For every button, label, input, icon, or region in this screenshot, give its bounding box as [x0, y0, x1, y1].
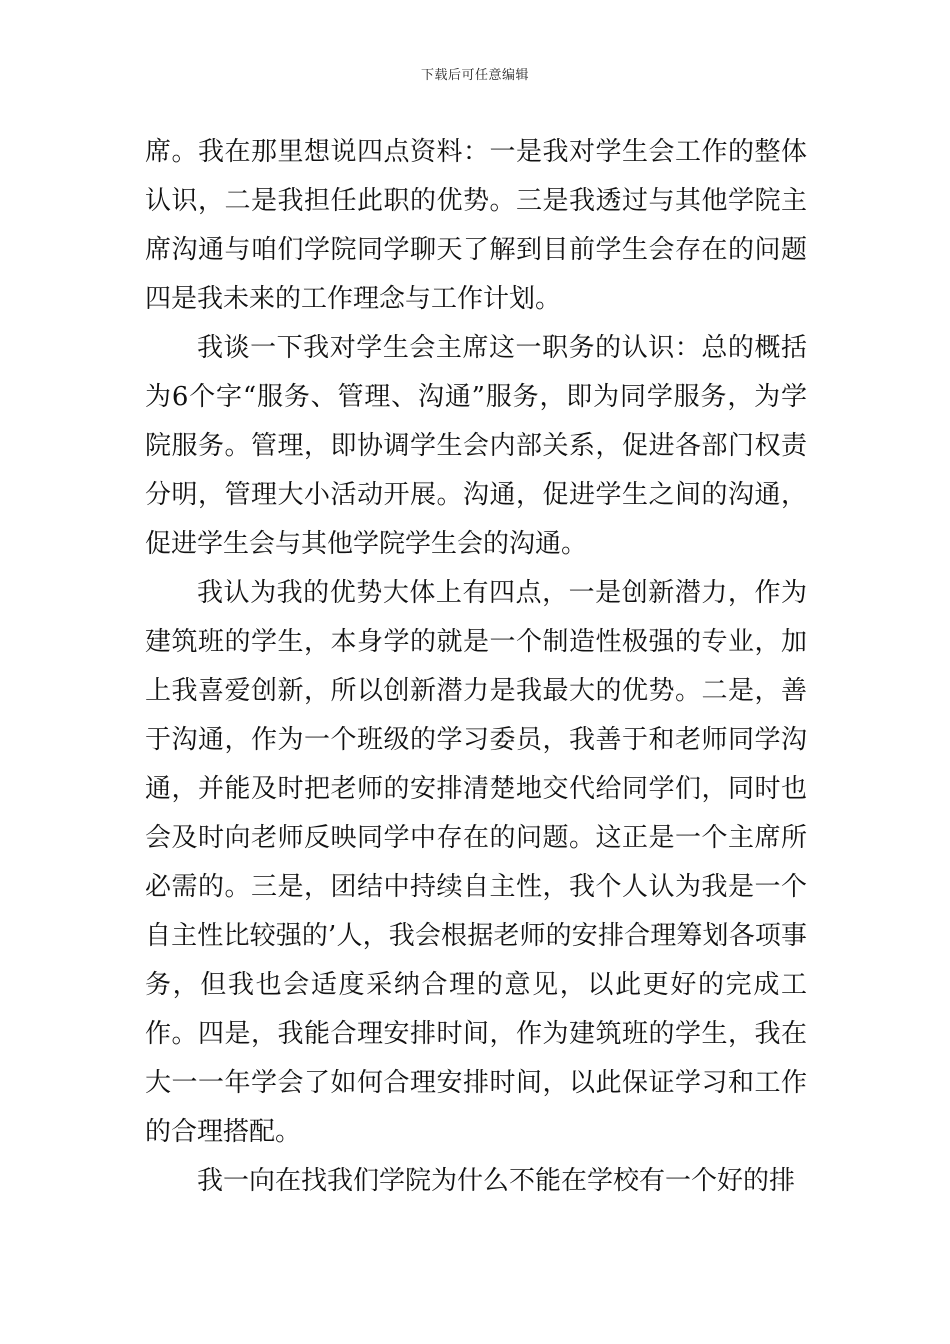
page-header: 下载后可任意编辑 — [420, 68, 529, 83]
paragraph-2: 我谈一下我对学生会主席这一职务的认识：总的概括为6个字“服务、管理、沟通”服务，即为同学服务，为学院服务。管理，即协调学生会内部关系，促进各部门权责分明，管理大小活动开展。沟通，促进学生之间的沟通，促进学生会与其他学院学生会的沟通。 — [145, 333, 807, 559]
paragraph-1: 席。我在那里想说四点资料：一是我对学生会工作的整体认识，二是我担任此职的优势。三是我透过与其他学院主席沟通与咱们学院同学聊天了解到目前学生会存在的问题四是我未来的工作理念与工作计划。 — [145, 137, 807, 314]
paragraph-3: 我认为我的优势大体上有四点，一是创新潜力，作为建筑班的学生，本身学的就是一个制造性极强的专业，加上我喜爱创新，所以创新潜力是我最大的优势。二是，善于沟通，作为一个班级的学习委员，我善于和老师同学沟通，并能及时把老师的安排清楚地交代给同学们，同时也会及时向老师反映同学中存在的问题。这正是一个主席所必需的。三是，团结中持续自主性，我个人认为我是一个自主性比较强的’人，我会根据老师的安排合理筹划各项事务，但我也会适度采纳合理的意见，以此更好的完成工作。四是，我能合理安排时间，作为建筑班的学生，我在大一一年学会了如何合理安排时间，以此保证学习和工作的合理搭配。 — [145, 578, 807, 1147]
paragraph-4: 我一向在找我们学院为什么不能在学校有一个好的排 — [197, 1166, 796, 1196]
document-body — [145, 128, 807, 1206]
